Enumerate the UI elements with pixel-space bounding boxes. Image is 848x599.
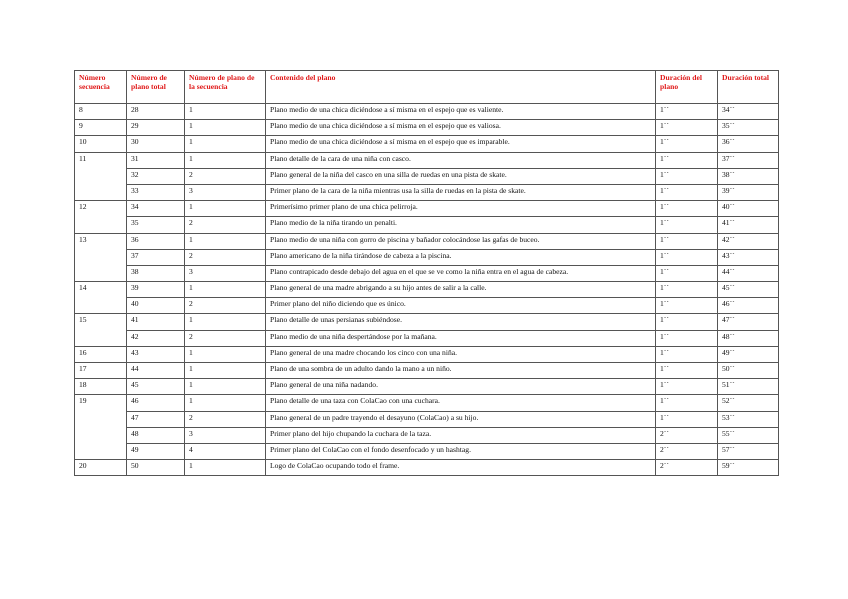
- shot-content-cell: Plano general de un padre trayendo el desayuno (ColaCao) a su hijo.: [266, 411, 656, 427]
- total-duration-cell: 36´´: [718, 136, 779, 152]
- total-duration-cell: 34´´: [718, 104, 779, 120]
- sequence-shot-number-cell: 2: [185, 411, 266, 427]
- sequence-number-cell: 15: [75, 314, 127, 346]
- table-row: [75, 298, 779, 314]
- sequence-shot-number-cell: 1: [185, 282, 266, 298]
- shot-duration-cell: 1´´: [656, 249, 718, 265]
- total-duration-cell: 59´´: [718, 460, 779, 476]
- sequence-shot-number-cell: 3: [185, 184, 266, 200]
- total-shot-number-cell: 42: [127, 330, 185, 346]
- total-duration-cell: 52´´: [718, 395, 779, 411]
- table-row: [75, 249, 779, 265]
- shot-content-cell: Plano detalle de la cara de una niña con casco.: [266, 152, 656, 168]
- sequence-shot-number-cell: 2: [185, 330, 266, 346]
- table-row: [75, 379, 779, 395]
- table-row: [75, 152, 779, 168]
- table-row: [75, 233, 779, 249]
- total-shot-number-cell: 39: [127, 282, 185, 298]
- total-shot-number-cell: 28: [127, 104, 185, 120]
- total-shot-number-cell: 30: [127, 136, 185, 152]
- table-body: [75, 104, 779, 476]
- table-row: [75, 443, 779, 459]
- sequence-shot-number-cell: 3: [185, 427, 266, 443]
- shot-duration-cell: 1´´: [656, 168, 718, 184]
- total-duration-cell: 53´´: [718, 411, 779, 427]
- shot-duration-cell: 1´´: [656, 104, 718, 120]
- total-shot-number-cell: 37: [127, 249, 185, 265]
- total-duration-cell: 51´´: [718, 379, 779, 395]
- total-duration-cell: 39´´: [718, 184, 779, 200]
- shot-duration-cell: 1´´: [656, 298, 718, 314]
- shot-content-cell: Primer plano del niño diciendo que es único.: [266, 298, 656, 314]
- total-shot-number-cell: 35: [127, 217, 185, 233]
- shot-duration-cell: 2´´: [656, 443, 718, 459]
- shot-list-table: [74, 70, 779, 476]
- sequence-number-cell: 10: [75, 136, 127, 152]
- sequence-number-cell: 8: [75, 104, 127, 120]
- total-shot-number-cell: 36: [127, 233, 185, 249]
- total-shot-number-cell: 40: [127, 298, 185, 314]
- header-shot-content: Contenido del plano: [266, 71, 656, 104]
- total-duration-cell: 38´´: [718, 168, 779, 184]
- table-row: [75, 427, 779, 443]
- total-shot-number-cell: 48: [127, 427, 185, 443]
- total-shot-number-cell: 32: [127, 168, 185, 184]
- total-shot-number-cell: 29: [127, 120, 185, 136]
- sequence-number-cell: 19: [75, 395, 127, 460]
- sequence-number-cell: 13: [75, 233, 127, 282]
- sequence-shot-number-cell: 2: [185, 217, 266, 233]
- table-row: [75, 395, 779, 411]
- shot-content-cell: Plano general de una niña nadando.: [266, 379, 656, 395]
- sequence-shot-number-cell: 1: [185, 363, 266, 379]
- shot-duration-cell: 1´´: [656, 379, 718, 395]
- shot-duration-cell: 1´´: [656, 184, 718, 200]
- shot-content-cell: Logo de ColaCao ocupando todo el frame.: [266, 460, 656, 476]
- total-duration-cell: 50´´: [718, 363, 779, 379]
- table-row: [75, 330, 779, 346]
- shot-duration-cell: 1´´: [656, 395, 718, 411]
- total-duration-cell: 45´´: [718, 282, 779, 298]
- table-row: [75, 104, 779, 120]
- shot-content-cell: Primer plano de la cara de la niña mientras usa la silla de ruedas en la pista de skate.: [266, 184, 656, 200]
- table-row: [75, 346, 779, 362]
- total-duration-cell: 40´´: [718, 201, 779, 217]
- total-duration-cell: 48´´: [718, 330, 779, 346]
- shot-content-cell: Primer plano del hijo chupando la cuchara de la taza.: [266, 427, 656, 443]
- sequence-shot-number-cell: 1: [185, 152, 266, 168]
- sequence-number-cell: 20: [75, 460, 127, 476]
- header-sequence-shot-number: Número de plano de la secuencia: [185, 71, 266, 104]
- sequence-number-cell: 18: [75, 379, 127, 395]
- total-shot-number-cell: 47: [127, 411, 185, 427]
- total-duration-cell: 55´´: [718, 427, 779, 443]
- sequence-shot-number-cell: 3: [185, 265, 266, 281]
- sequence-shot-number-cell: 2: [185, 168, 266, 184]
- shot-duration-cell: 1´´: [656, 201, 718, 217]
- total-shot-number-cell: 49: [127, 443, 185, 459]
- shot-duration-cell: 2´´: [656, 427, 718, 443]
- shot-content-cell: Plano medio de una chica diciéndose a sí misma en el espejo que es imparable.: [266, 136, 656, 152]
- sequence-shot-number-cell: 1: [185, 314, 266, 330]
- sequence-shot-number-cell: 4: [185, 443, 266, 459]
- table-row: [75, 120, 779, 136]
- table-row: [75, 217, 779, 233]
- sequence-number-cell: 11: [75, 152, 127, 201]
- shot-content-cell: Primerísimo primer plano de una chica pelirroja.: [266, 201, 656, 217]
- shot-duration-cell: 1´´: [656, 265, 718, 281]
- sequence-shot-number-cell: 1: [185, 201, 266, 217]
- total-shot-number-cell: 34: [127, 201, 185, 217]
- sequence-shot-number-cell: 1: [185, 395, 266, 411]
- table-row: [75, 265, 779, 281]
- total-duration-cell: 42´´: [718, 233, 779, 249]
- total-shot-number-cell: 44: [127, 363, 185, 379]
- table-row: [75, 314, 779, 330]
- shot-duration-cell: 1´´: [656, 314, 718, 330]
- header-total-duration: Duración total: [718, 71, 779, 104]
- total-duration-cell: 35´´: [718, 120, 779, 136]
- sequence-shot-number-cell: 1: [185, 120, 266, 136]
- shot-content-cell: Plano medio de una niña despertándose por la mañana.: [266, 330, 656, 346]
- sequence-shot-number-cell: 2: [185, 298, 266, 314]
- shot-duration-cell: 1´´: [656, 217, 718, 233]
- total-shot-number-cell: 45: [127, 379, 185, 395]
- shot-duration-cell: 1´´: [656, 411, 718, 427]
- shot-duration-cell: 1´´: [656, 233, 718, 249]
- table-row: [75, 411, 779, 427]
- shot-content-cell: Primer plano del ColaCao con el fondo desenfocado y un hashtag.: [266, 443, 656, 459]
- shot-duration-cell: 1´´: [656, 282, 718, 298]
- sequence-shot-number-cell: 1: [185, 136, 266, 152]
- shot-duration-cell: 1´´: [656, 330, 718, 346]
- total-shot-number-cell: 33: [127, 184, 185, 200]
- header-row: [75, 71, 779, 104]
- shot-content-cell: Plano general de una madre chocando los cinco con una niña.: [266, 346, 656, 362]
- shot-content-cell: Plano contrapicado desde debajo del agua en el que se ve como la niña entra en el agua de cabeza.: [266, 265, 656, 281]
- sequence-shot-number-cell: 1: [185, 104, 266, 120]
- shot-content-cell: Plano medio de una niña con gorro de piscina y bañador colocándose las gafas de buceo.: [266, 233, 656, 249]
- total-shot-number-cell: 31: [127, 152, 185, 168]
- shot-content-cell: Plano detalle de unas persianas subiéndose.: [266, 314, 656, 330]
- total-duration-cell: 44´´: [718, 265, 779, 281]
- table-row: [75, 136, 779, 152]
- total-duration-cell: 57´´: [718, 443, 779, 459]
- shot-content-cell: Plano medio de una chica diciéndose a sí misma en el espejo que es valiente.: [266, 104, 656, 120]
- shot-duration-cell: 1´´: [656, 346, 718, 362]
- shot-duration-cell: 1´´: [656, 363, 718, 379]
- total-shot-number-cell: 43: [127, 346, 185, 362]
- table-row: [75, 282, 779, 298]
- total-shot-number-cell: 41: [127, 314, 185, 330]
- shot-content-cell: Plano medio de una chica diciéndose a sí misma en el espejo que es valiosa.: [266, 120, 656, 136]
- shot-content-cell: Plano detalle de una taza con ColaCao con una cuchara.: [266, 395, 656, 411]
- shot-content-cell: Plano general de la niña del casco en una silla de ruedas en una pista de skate.: [266, 168, 656, 184]
- sequence-shot-number-cell: 1: [185, 460, 266, 476]
- total-shot-number-cell: 50: [127, 460, 185, 476]
- header-sequence-number: Número secuencia: [75, 71, 127, 104]
- total-duration-cell: 46´´: [718, 298, 779, 314]
- total-duration-cell: 47´´: [718, 314, 779, 330]
- total-duration-cell: 49´´: [718, 346, 779, 362]
- shot-content-cell: Plano general de una madre abrigando a su hijo antes de salir a la calle.: [266, 282, 656, 298]
- shot-content-cell: Plano de una sombra de un adulto dando la mano a un niño.: [266, 363, 656, 379]
- total-duration-cell: 43´´: [718, 249, 779, 265]
- sequence-number-cell: 16: [75, 346, 127, 362]
- header-shot-duration: Duración del plano: [656, 71, 718, 104]
- table-row: [75, 168, 779, 184]
- total-shot-number-cell: 38: [127, 265, 185, 281]
- table-row: [75, 184, 779, 200]
- total-duration-cell: 41´´: [718, 217, 779, 233]
- table-row: [75, 363, 779, 379]
- shot-duration-cell: 2´´: [656, 460, 718, 476]
- table-header: [75, 71, 779, 104]
- sequence-shot-number-cell: 2: [185, 249, 266, 265]
- shot-content-cell: Plano medio de la niña tirando un penalti.: [266, 217, 656, 233]
- sequence-shot-number-cell: 1: [185, 379, 266, 395]
- sequence-shot-number-cell: 1: [185, 233, 266, 249]
- sequence-shot-number-cell: 1: [185, 346, 266, 362]
- total-duration-cell: 37´´: [718, 152, 779, 168]
- table-row: [75, 460, 779, 476]
- sequence-number-cell: 17: [75, 363, 127, 379]
- header-total-shot-number: Número de plano total: [127, 71, 185, 104]
- sequence-number-cell: 14: [75, 282, 127, 314]
- shot-duration-cell: 1´´: [656, 120, 718, 136]
- shot-duration-cell: 1´´: [656, 152, 718, 168]
- table-row: [75, 201, 779, 217]
- total-shot-number-cell: 46: [127, 395, 185, 411]
- sequence-number-cell: 9: [75, 120, 127, 136]
- shot-duration-cell: 1´´: [656, 136, 718, 152]
- shot-content-cell: Plano americano de la niña tirándose de cabeza a la piscina.: [266, 249, 656, 265]
- sequence-number-cell: 12: [75, 201, 127, 233]
